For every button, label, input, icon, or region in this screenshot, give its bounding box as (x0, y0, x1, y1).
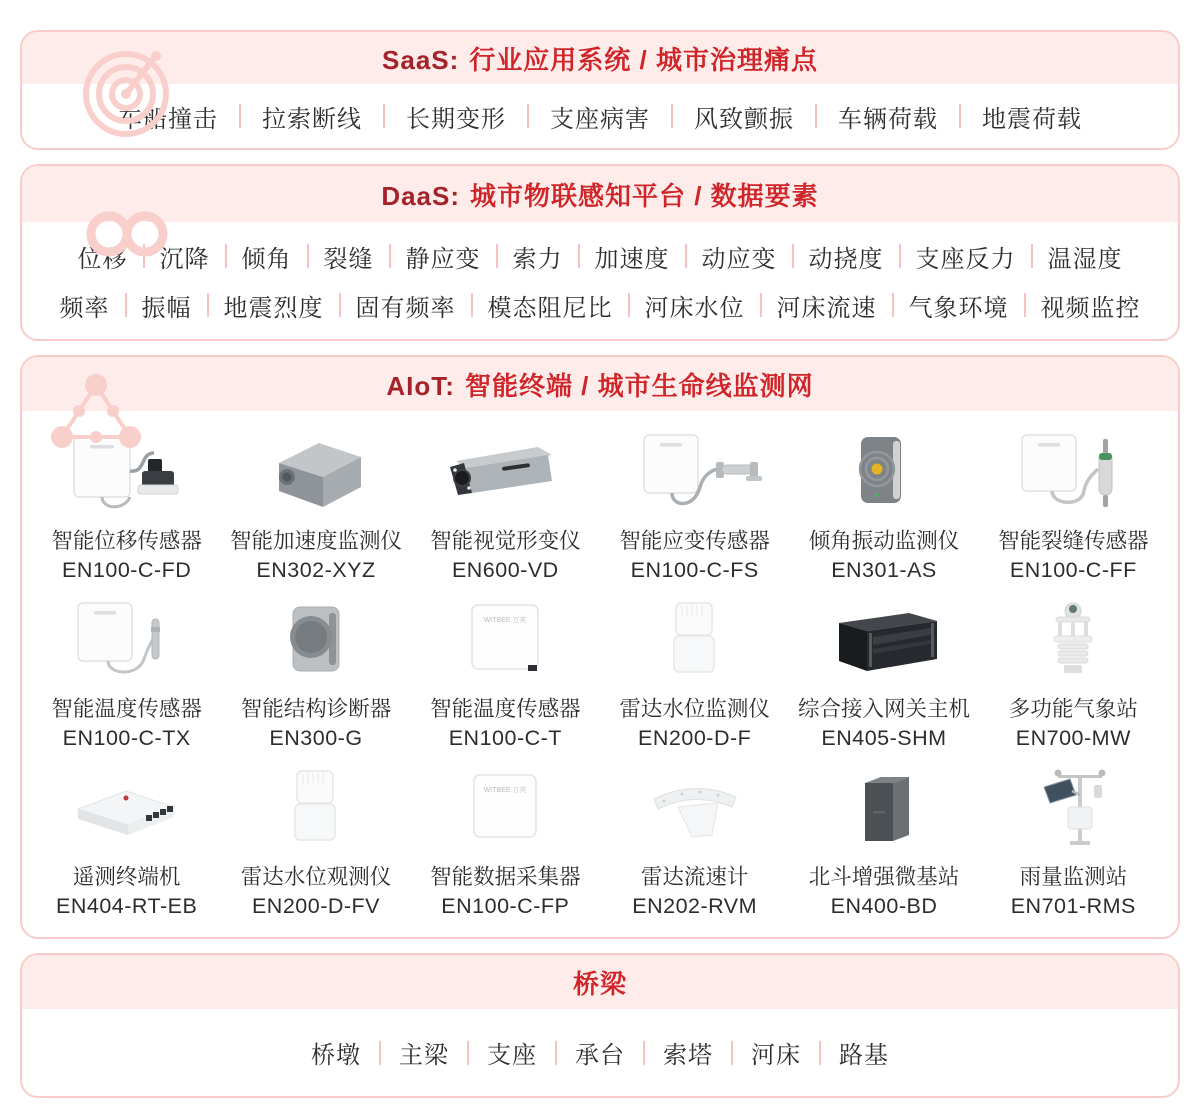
product-image-displacement-sensor (52, 431, 202, 521)
aiot-title (386, 366, 813, 403)
saas-body (22, 84, 1178, 148)
saas-header-band (22, 32, 1178, 84)
product-model: EN100-C-FP (441, 894, 570, 918)
saas-tag: 拉索断线 (262, 99, 406, 134)
product-card (32, 757, 221, 925)
product-model: EN100-C-FS (630, 558, 759, 582)
saas-tag: 支座病害 (550, 99, 694, 134)
daas-tag: 振幅 (142, 288, 224, 323)
product-name: 雷达流速计 (640, 865, 749, 889)
product-model: EN302-XYZ (256, 558, 376, 582)
bridge-body (22, 1009, 1178, 1096)
daas-tag: 沉降 (160, 239, 242, 274)
bridge-tag: 索塔 (663, 1035, 751, 1070)
saas-tag: 长期变形 (406, 99, 550, 134)
saas-tag: 车船撞击 (118, 99, 262, 134)
daas-header-band (22, 166, 1178, 222)
section-bridge (20, 953, 1180, 1098)
product-model: EN600-VD (451, 558, 559, 582)
product-image-gateway-host (809, 599, 959, 689)
product-model: EN700-MW (1015, 726, 1131, 750)
aiot-title-text: 智能终端 / 城市生命线监测网 (464, 370, 814, 401)
bridge-tag: 河床 (751, 1035, 839, 1070)
product-name: 北斗增强微基站 (808, 865, 960, 889)
product-model: EN100-C-T (448, 726, 562, 750)
product-name: 雨量监测站 (1019, 865, 1128, 889)
product-model: EN300-G (269, 726, 363, 750)
product-card (789, 589, 978, 757)
product-card (221, 757, 410, 925)
product-name: 智能位移传感器 (51, 529, 202, 553)
bridge-tag: 路基 (839, 1042, 889, 1069)
daas-title (381, 176, 818, 213)
product-card (411, 421, 600, 589)
product-card (221, 589, 410, 757)
daas-tag: 索力 (513, 239, 595, 274)
product-model: EN202-RVM (632, 894, 758, 918)
daas-tag: 气象环境 (909, 288, 1041, 323)
daas-body (22, 222, 1178, 339)
product-card (789, 757, 978, 925)
product-model: EN405-SHM (821, 726, 947, 750)
product-name: 雷达水位观测仪 (240, 865, 392, 889)
daas-tag: 地震烈度 (224, 288, 356, 323)
daas-tag: 河床流速 (777, 288, 909, 323)
daas-tag: 倾角 (242, 239, 324, 274)
daas-tag: 裂缝 (324, 239, 406, 274)
product-card (979, 421, 1168, 589)
section-daas (20, 164, 1180, 341)
product-name: 多功能气象站 (1008, 697, 1138, 721)
bridge-tags (311, 1035, 889, 1070)
product-name: 智能温度传感器 (430, 697, 581, 721)
product-name: 智能结构诊断器 (240, 697, 392, 721)
product-card (32, 589, 221, 757)
product-name: 智能温度传感器 (51, 697, 202, 721)
daas-tag: 温湿度 (1047, 245, 1123, 273)
product-card (979, 589, 1168, 757)
product-image-data-collector (430, 767, 580, 857)
bridge-tag: 支座 (487, 1035, 575, 1070)
daas-tags-row1 (78, 239, 1123, 274)
product-image-rain-monitoring-station (998, 767, 1148, 857)
product-card (600, 757, 789, 925)
aiot-title-prefix: AIoT: (386, 370, 455, 401)
product-image-temperature-sensor-probe (52, 599, 202, 689)
product-model: EN100-C-FF (1009, 558, 1137, 582)
daas-tag: 河床水位 (645, 288, 777, 323)
daas-title-text: 城市物联感知平台 / 数据要素 (470, 180, 819, 211)
saas-title (382, 40, 818, 77)
saas-title-prefix: SaaS: (382, 44, 460, 75)
bridge-header-band (22, 955, 1178, 1009)
product-card (411, 757, 600, 925)
product-card (600, 589, 789, 757)
product-name: 智能应变传感器 (619, 529, 770, 553)
product-name: 综合接入网关主机 (797, 697, 970, 721)
svg-text:WITBEE 万宾: WITBEE 万宾 (483, 617, 527, 624)
product-card (221, 421, 410, 589)
product-card (600, 421, 789, 589)
product-image-temperature-sensor-panel (430, 599, 580, 689)
daas-title-prefix: DaaS: (381, 180, 461, 211)
daas-tag: 视频监控 (1040, 294, 1141, 322)
svg-text:WITBEE 万宾: WITBEE 万宾 (483, 787, 527, 794)
daas-tag: 动应变 (702, 239, 809, 274)
product-name: 雷达水位监测仪 (619, 697, 770, 721)
product-image-beidou-base-station (809, 767, 959, 857)
daas-tag: 模态阻尼比 (488, 288, 645, 323)
product-name: 智能视觉形变仪 (430, 529, 581, 553)
product-image-radar-flow-meter (620, 767, 770, 857)
product-image-vision-camera (430, 431, 580, 521)
product-name: 智能加速度监测仪 (229, 529, 402, 553)
bridge-title (573, 964, 627, 1001)
product-image-weather-station (998, 599, 1148, 689)
product-model: EN701-RMS (1010, 894, 1136, 918)
bridge-tag: 桥墩 (311, 1035, 399, 1070)
product-name: 倾角振动监测仪 (808, 529, 960, 553)
daas-tag: 静应变 (406, 239, 513, 274)
saas-tag: 地震荷载 (982, 105, 1082, 133)
aiot-product-grid (22, 411, 1178, 937)
aiot-header-band (22, 357, 1178, 411)
product-model: EN200-D-FV (251, 894, 381, 918)
daas-tag: 固有频率 (356, 288, 488, 323)
daas-tag: 频率 (60, 288, 142, 323)
product-image-telemetry-terminal (52, 767, 202, 857)
daas-tag: 加速度 (595, 239, 702, 274)
section-aiot (20, 355, 1180, 939)
product-name: 智能数据采集器 (430, 865, 581, 889)
product-image-crack-sensor (998, 431, 1148, 521)
saas-tag: 车辆荷载 (838, 99, 982, 134)
product-model: EN404-RT-EB (56, 894, 198, 918)
saas-title-text: 行业应用系统 / 城市治理痛点 (469, 44, 818, 75)
product-card (32, 421, 221, 589)
product-image-structure-diagnoser (241, 599, 391, 689)
product-image-tilt-vibration-monitor (809, 431, 959, 521)
bridge-tag: 主梁 (399, 1035, 487, 1070)
bridge-tag: 承台 (575, 1035, 663, 1070)
product-name: 智能裂缝传感器 (998, 529, 1149, 553)
product-model: EN200-D-F (638, 726, 752, 750)
product-model: EN100-C-TX (62, 726, 191, 750)
product-name: 遥测终端机 (72, 865, 181, 889)
saas-tag: 风致颤振 (694, 99, 838, 134)
daas-tags-row2 (60, 288, 1141, 323)
product-model: EN400-BD (830, 894, 938, 918)
product-card (979, 757, 1168, 925)
product-model: EN301-AS (831, 558, 937, 582)
bridge-title-text: 桥梁 (572, 968, 627, 999)
product-image-radar-water-level-observer (241, 767, 391, 857)
product-card (411, 589, 600, 757)
product-card (789, 421, 978, 589)
daas-tag: 位移 (78, 239, 160, 274)
product-image-acceleration-monitor (241, 431, 391, 521)
product-image-strain-sensor (620, 431, 770, 521)
product-image-radar-water-level-monitor (620, 599, 770, 689)
section-saas (20, 30, 1180, 150)
product-model: EN100-C-FD (62, 558, 192, 582)
daas-tag: 支座反力 (916, 239, 1048, 274)
saas-tags (118, 99, 1082, 134)
daas-tag: 动挠度 (809, 239, 916, 274)
